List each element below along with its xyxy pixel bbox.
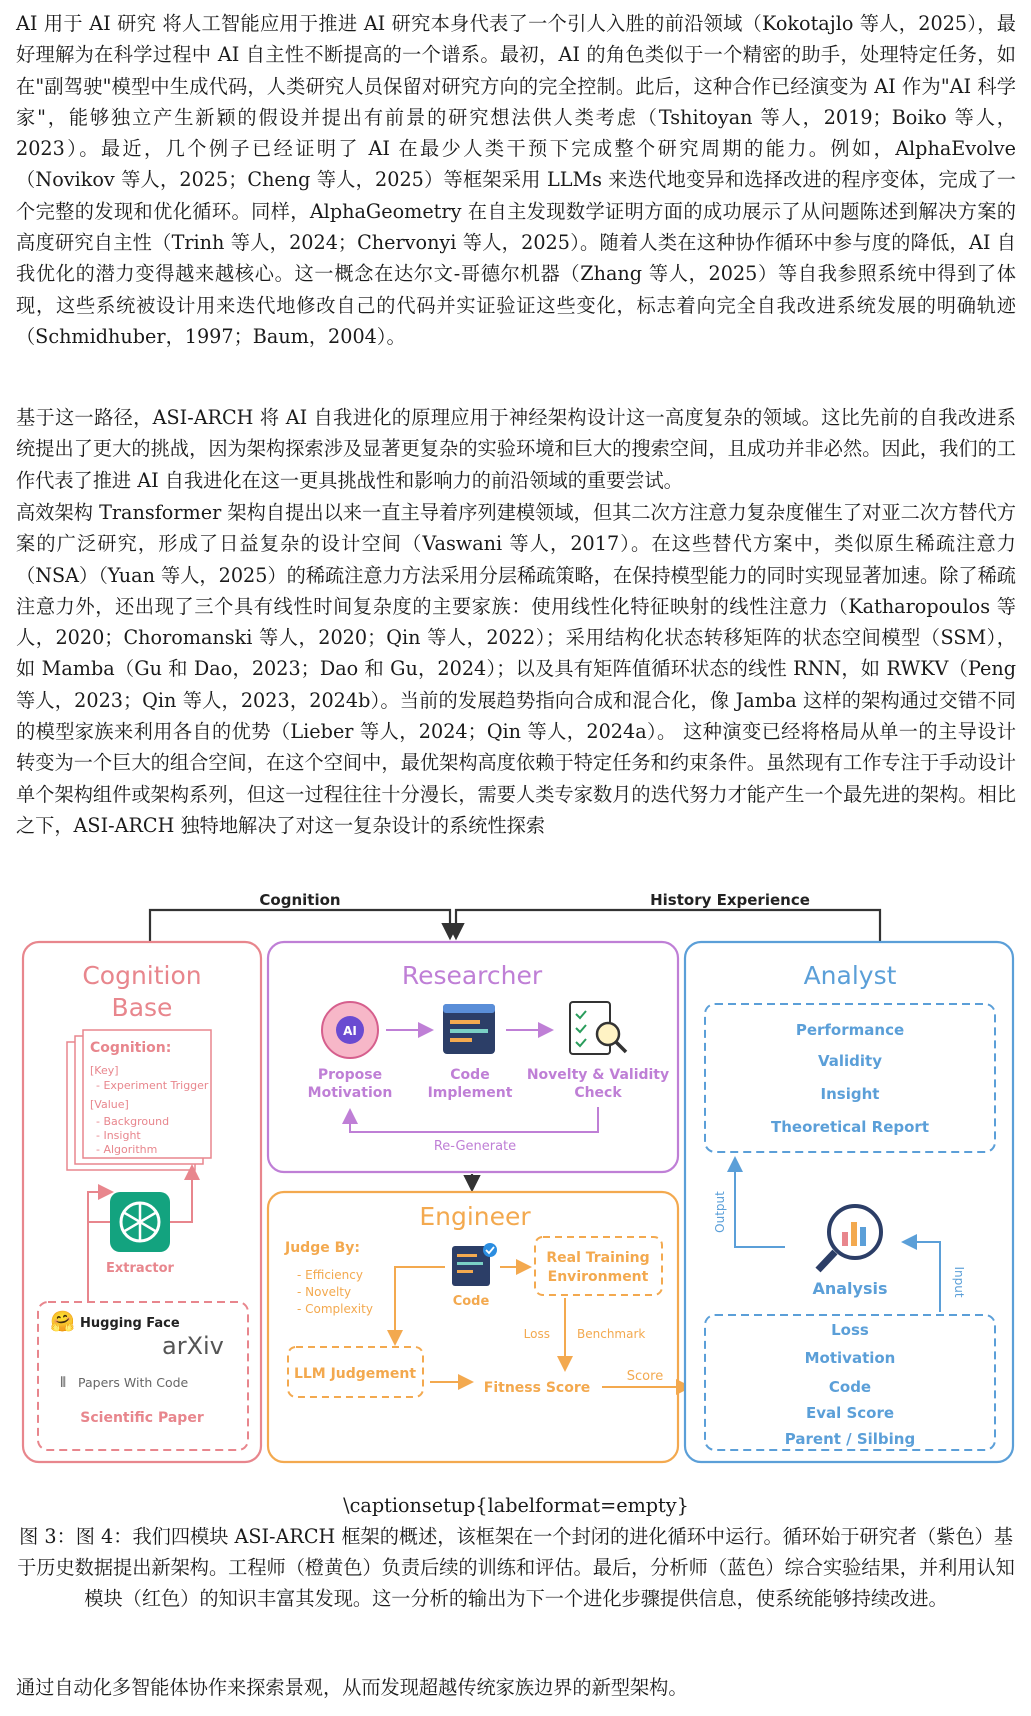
engineer-title: Engineer	[419, 1202, 531, 1231]
propose-label-2: Motivation	[307, 1085, 393, 1101]
svg-text:AI: AI	[343, 1024, 357, 1038]
key-label: [Key]	[90, 1064, 119, 1077]
caption-setup-text: \captionsetup{labelformat=empty}	[343, 1494, 689, 1517]
regenerate-label: Re-Generate	[433, 1139, 517, 1154]
figure-caption	[16, 1490, 1016, 1614]
paragraph-asi-arch-path: 基于这一路径，ASI-ARCH 将 AI 自我进化的原理应用于神经架构设计这一高度复杂的领域。这比先前的自我改进系统提出了更大的挑战，因为架构探索涉及显著更复杂的实验环境和巨大的搜索空间，且成功并非必然。因此，我们的工作代表了推进 AI 自我进化在这一更具挑战性和影响力的前沿领域的重要尝试。	[16, 406, 1016, 492]
researcher-panel	[268, 942, 678, 1172]
paragraph-efficient-architectures: 高效架构 Transformer 架构自提出以来一直主导着序列建模领域，但其二次方注意力复杂度催生了对亚二次方替代方案的广泛研究，形成了日益复杂的设计空间（Vaswani 等人，2017）。在这些替代方案中，类似原生稀疏注意力（NSA）（Yuan 等人，2025）的稀疏注意力方法采用分层稀疏策略，在保持模型能力的同时实现显著加速。除了稀疏注意力外，还出现了三个具有线性时间复杂度的主要家族：使用线性化特征映射的线性注意力（Katharopoulos 等人，2020；Choromanski 等人，2020；Qin 等人，2022）；采用结构化状态转移矩阵的状态空间模型（SSM），如 Mamba（Gu 和 Dao，2023；Dao 和 Gu，2024）；以及具有矩阵值循环状态的线性 RNN，如 RWKV（Peng 等人，2023；Qin 等人，2023，2024b）。当前的发展趋势指向合成和混合化，像 Jamba 这样的架构通过交错不同的模型家族来利用各自的优势（Lieber 等人，2024；Qin 等人，2024a）。 这种演变已经将格局从单一的主导设计转变为一个巨大的组合空间，在这个空间中，最优架构高度依赖于特定任务和约束条件。虽然现有工作专注于手动设计单个架构组件或架构系列，但这一过程往往十分漫长，需要人类专家数月的迭代努力才能产生一个最先进的架构。相比之下，ASI-ARCH 独特地解决了对这一复杂设计的系统性探索	[16, 501, 1016, 837]
judge-by-label: Judge By:	[285, 1240, 360, 1256]
env-label-2: Environment	[547, 1269, 649, 1285]
arxiv-logo: arXiv	[162, 1332, 224, 1360]
papers-with-code-label: Papers With Code	[78, 1375, 189, 1390]
input-motivation: Motivation	[804, 1349, 896, 1367]
novelty-check-label-1: Novelty & Validity	[526, 1067, 670, 1083]
value-item-algorithm: - Algorithm	[96, 1143, 158, 1156]
paragraph-ai-for-ai-research: AI 用于 AI 研究 将人工智能应用于推进 AI 研究本身代表了一个引人入胜的前沿领域（Kokotajlo 等人，2025），最好理解为在科学过程中 AI 自主性不断提高的一个谱系。最初，AI 的角色类似于一个精密的助手，处理特定任务，如在"副驾驶"模型中生成代码，人类研究人员保留对研究方向的完全控制。此后，这种合作已经演变为 AI 作为"AI 科学家"，能够独立产生新颖的假设并提出有前景的研究想法供人类考虑（Tshitoyan 等人，2019；Boiko 等人，2023）。最近，几个例子已经证明了 AI 在最少人类干预下完成整个研究周期的能力。例如，AlphaEvolve（Novikov 等人，2025；Cheng 等人，2025）等框架采用 LLMs 来迭代地变异和选择改进的程序变体，完成了一个完整的发现和优化循环。同样，AlphaGeometry 在自主发现数学证明方面的成功展示了从问题陈述到解决方案的高度研究自主性（Trinh 等人，2024；Chervonyi 等人，2025）。随着人类在这种协作循环中参与度的降低，AI 自我优化的潜力变得越来越核心。这一概念在达尔文-哥德尔机器（Zhang 等人，2025）等自我参照系统中得到了体现，这些系统被设计用来迭代地修改自己的代码并实证验证这些变化，标志着向完全自我改进系统发展的明确轨迹（Schmidhuber，1997；Baum，2004）。	[16, 12, 1016, 348]
output-theoretical-report: Theoretical Report	[771, 1118, 929, 1136]
engineer-panel	[268, 1192, 688, 1462]
analyst-panel	[685, 942, 1013, 1462]
judge-novelty: - Novelty	[297, 1285, 352, 1299]
code-label: Code	[452, 1294, 490, 1309]
history-arrow-label: History Experience	[650, 892, 810, 909]
analysis-label: Analysis	[812, 1279, 888, 1298]
scientific-paper-label: Scientific Paper	[80, 1410, 204, 1426]
cognition-base-panel	[23, 942, 261, 1462]
hugging-face-icon: 🤗	[50, 1309, 75, 1333]
cognition-arrow-label: Cognition	[259, 892, 341, 909]
loss-arrow-label: Loss	[523, 1327, 550, 1341]
input-arrow-label: Input	[952, 1266, 966, 1298]
env-label-1: Real Training	[546, 1250, 650, 1266]
code-implement-label-1: Code	[450, 1067, 490, 1083]
hugging-face-label: Hugging Face	[80, 1316, 180, 1331]
fitness-score-label: Fitness Score	[483, 1380, 591, 1396]
output-arrow-label: Output	[713, 1191, 727, 1233]
openai-icon	[110, 1192, 170, 1252]
cognition-base-title-2: Base	[111, 993, 173, 1022]
code-implement-label-2: Implement	[427, 1085, 513, 1101]
score-arrow-label: Score	[626, 1369, 664, 1384]
input-parent-sibling: Parent / Silbing	[784, 1430, 916, 1448]
value-item-insight: - Insight	[96, 1129, 141, 1142]
key-item: - Experiment Trigger	[96, 1079, 209, 1092]
output-validity: Validity	[817, 1052, 883, 1070]
paragraph-continuation: 通过自动化多智能体协作来探索景观，从而发现超越传统家族边界的新型架构。	[16, 1676, 688, 1699]
judge-complexity: - Complexity	[297, 1302, 373, 1316]
cognition-card-title: Cognition:	[90, 1040, 172, 1056]
judge-efficiency: - Efficiency	[297, 1268, 363, 1282]
input-loss: Loss	[831, 1321, 869, 1339]
caption-text: 图 3：图 4：我们四模块 ASI-ARCH 框架的概述，该框架在一个封闭的进化循环中运行。循环始于研究者（紫色）基于历史数据提出新架构。工程师（橙黄色）负责后续的训练和评估。最后，分析师（蓝色）综合实验结果，并利用认知模块（红色）的知识丰富其发现。这一分析的输出为下一个进化步骤提供信息，使系统能够持续改进。	[17, 1525, 1015, 1610]
researcher-title: Researcher	[401, 961, 543, 990]
analyst-title: Analyst	[803, 961, 897, 990]
input-eval-score: Eval Score	[805, 1404, 895, 1422]
llm-judgement-label: LLM Judgement	[293, 1366, 417, 1382]
propose-label-1: Propose	[317, 1067, 383, 1083]
real-training-env-box	[535, 1237, 662, 1295]
benchmark-arrow-label: Benchmark	[577, 1327, 646, 1341]
code-window-icon	[443, 1004, 495, 1054]
extractor-label: Extractor	[106, 1261, 174, 1276]
value-item-background: - Background	[96, 1115, 170, 1128]
novelty-check-label-2: Check	[574, 1085, 622, 1101]
asi-arch-framework-figure	[20, 892, 1016, 1468]
output-insight: Insight	[820, 1085, 880, 1103]
value-label: [Value]	[90, 1098, 129, 1111]
papers-with-code-icon: ⦀	[60, 1375, 67, 1391]
cognition-base-title-1: Cognition	[82, 961, 202, 990]
ai-brain-icon	[322, 1002, 378, 1058]
input-code: Code	[828, 1378, 872, 1396]
output-performance: Performance	[795, 1021, 905, 1039]
top-feedback-arrows	[150, 892, 880, 942]
